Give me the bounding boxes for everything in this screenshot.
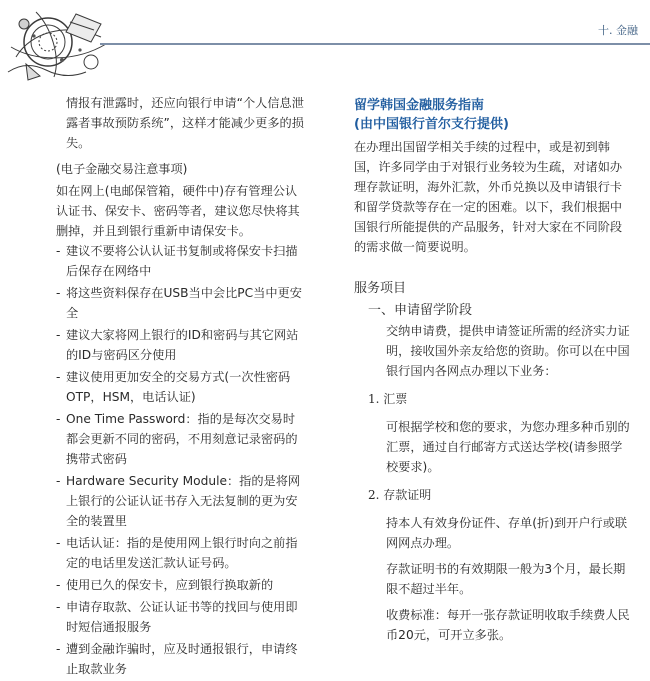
list-item: - 使用已久的保安卡，应到银行换取新的 (56, 575, 304, 595)
sub1-heading: 1. 汇票 (368, 392, 408, 406)
sub2-heading: 2. 存款证明 (368, 488, 432, 502)
list-item: - 建议不要将公认认证书复制或将保安卡扫描后保存在网络中 (56, 241, 304, 281)
sub2-paragraph: 存款证明书的有效期限一般为3个月，最长期限不超过半年。 (386, 562, 626, 596)
list-item: - 建议使用更加安全的交易方式(一次性密码OTP，HSM，电话认证) (56, 367, 304, 407)
list-item: - One Time Password：指的是每次交易时都会更新不同的密码，不用刻意记录密码的携带式密码 (56, 409, 304, 469)
list-item: - 电话认证：指的是使用网上银行时向之前指定的电话里发送汇款认证号码。 (56, 533, 304, 573)
guide-title: 留学韩国金融服务指南 (354, 98, 485, 113)
stage1-body: 交纳申请费，提供申请签证所需的经济实力证明，接收国外亲友给您的资助。你可以在中国银行国内各网点办理以下业务： (386, 324, 630, 378)
stage1-heading: 一、申请留学阶段 (368, 303, 473, 318)
left-column (56, 93, 304, 681)
left-body: 如在网上(电邮保管箱，硬件中)存有管理公认认证书、保安卡、密码等者，建议您尽快将其删掉，并且到银行重新申请保安卡。 (56, 184, 300, 238)
list-item: - 申请存取款、公证认证书等的找回与使用即时短信通报服务 (56, 597, 304, 637)
tips-list (56, 241, 304, 679)
sub2-paragraph: 持本人有效身份证件、存单(折)到开户行或联网网点办理。 (386, 516, 628, 550)
sub1-body: 可根据学校和您的要求，为您办理多种币别的汇票，通过自行邮寄方式送达学校(请参照学校要求)。 (386, 420, 630, 474)
left-intro: 情报有泄露时，还应向银行申请“个人信息泄露者事故预防系统”，这样才能减少更多的损失。 (66, 96, 304, 150)
header-rule (100, 43, 650, 45)
list-item: - Hardware Security Module：指的是将网上银行的公证认证书存入无法复制的更为安全的装置里 (56, 471, 304, 531)
decorative-ornament (6, 2, 116, 82)
services-heading: 服务项目 (354, 281, 407, 296)
guide-intro: 在办理出国留学相关手续的过程中，或是初到韩国，许多同学由于对银行业务较为生疏，对诸如办理存款证明，海外汇款，外币兑换以及申请银行卡和留学贷款等存在一定的困难。以下，我们根据中国银行所能提供的产品服务，针对大家在不同阶段的需求做一简要说明。 (354, 140, 623, 254)
sub2-paragraph: 收费标准：每开一张存款证明收取手续费人民币20元，可开立多张。 (386, 608, 630, 642)
right-column (354, 96, 632, 645)
guide-subtitle: (由中国银行首尔支行提供) (354, 117, 509, 132)
list-item: - 将这些资料保存在USB当中会比PC当中更安全 (56, 283, 304, 323)
left-subheading: (电子金融交易注意事项) (56, 162, 188, 176)
chapter-label: 十. 金融 (598, 24, 638, 37)
list-item: - 建议大家将网上银行的ID和密码与其它网站的ID与密码区分使用 (56, 325, 304, 365)
list-item: - 遭到金融诈骗时，应及时通报银行，申请终止取款业务 (56, 639, 304, 679)
